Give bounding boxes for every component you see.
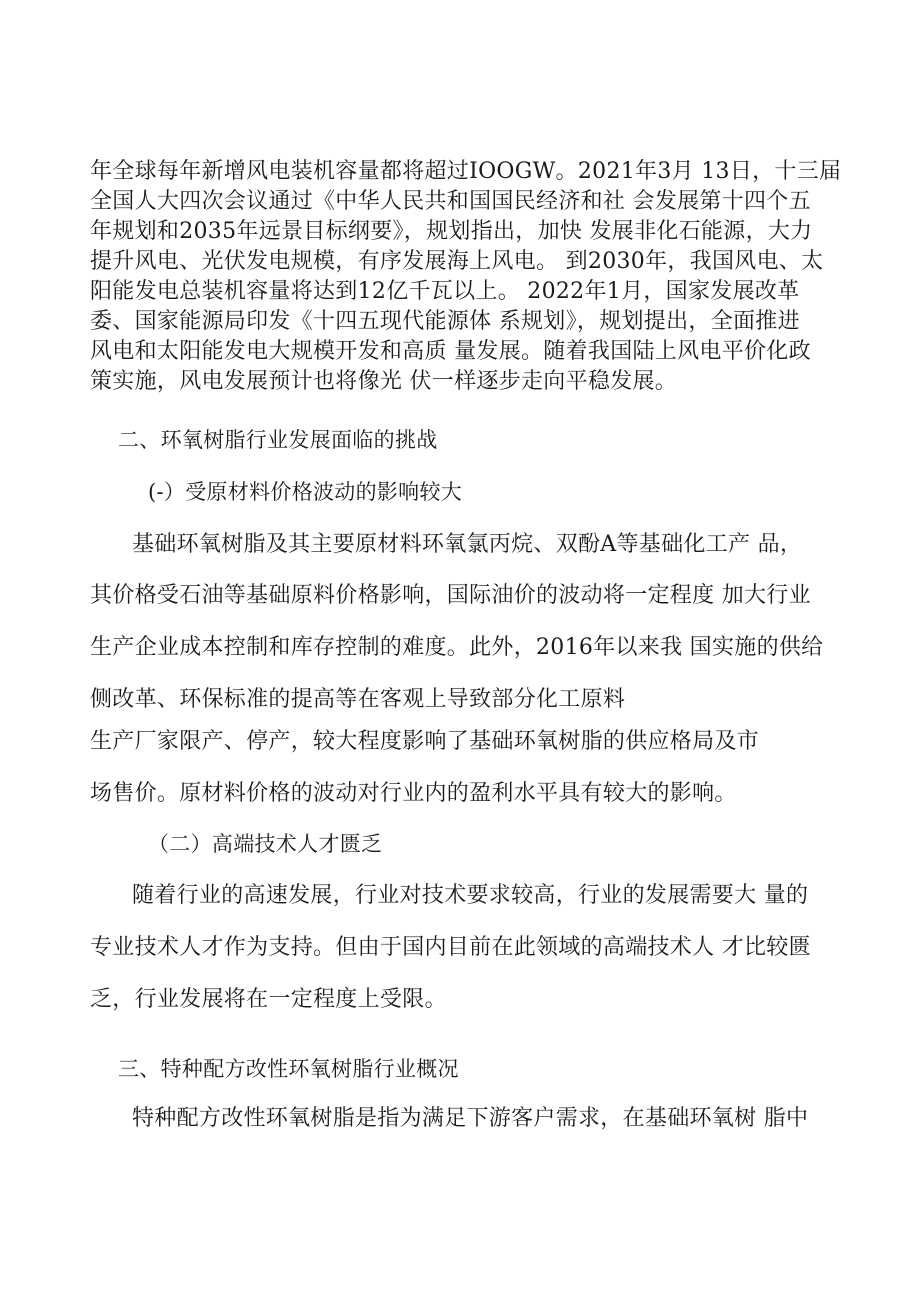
subsection-heading: (-）受原材料价格波动的影响较大: [148, 480, 463, 504]
text-line: 专业技术人才作为支持。但由于国内目前在此领域的高端技术人 才比较匮: [90, 935, 811, 960]
text-line: 生产厂家限产、停产，较大程度影响了基础环氧树脂的供应格局及市: [90, 729, 760, 754]
text-line: 风电和太阳能发电大规模开发和高质 量发展。随着我国陆上风电平价化政: [90, 339, 811, 364]
text-line: 场售价。原材料价格的波动对行业内的盈利水平具有较大的影响。: [90, 781, 737, 806]
text-line: 随着行业的高速发展，行业对技术要求较高，行业的发展需要大 量的: [132, 883, 809, 908]
section-heading: 二、环氧树脂行业发展面临的挑战: [118, 428, 438, 452]
subsection-heading: （二）高端技术人才匮乏: [148, 832, 383, 856]
text-line: 乏，行业发展将在一定程度上受限。: [90, 987, 447, 1012]
text-line: 年规划和2035年远景目标纲要》，规划指出，加快 发展非化石能源，大力: [90, 219, 813, 244]
text-line: 委、国家能源局印发《十四五现代能源体 系规划》，规划提出，全面推进: [90, 309, 800, 334]
text-line: 年全球每年新增风电装机容量都将超过IOOGW。2021年3月 13日，十三届: [90, 159, 842, 184]
text-line: 阳能发电总装机容量将达到12亿千瓦以上。 2022年1月，国家发展改革: [90, 279, 800, 304]
text-line: 提升风电、光伏发电规模，有序发展海上风电。 到2030年，我国风电、太: [90, 249, 824, 274]
section-heading: 三、特种配方改性环氧树脂行业概况: [118, 1057, 459, 1081]
text-line: 全国人大四次会议通过《中华人民共和国国民经济和社 会发展第十四个五: [90, 189, 811, 214]
text-line: 基础环氧树脂及其主要原材料环氧氯丙烷、双酚A等基础化工产 品，: [132, 532, 803, 557]
text-line: 其价格受石油等基础原料价格影响，国际油价的波动将一定程度 加大行业: [90, 583, 811, 608]
text-line: 侧改革、环保标准的提高等在客观上导致部分化工原料: [90, 687, 626, 712]
text-line: 生产企业成本控制和库存控制的难度。此外，2016年以来我 国实施的供给: [90, 635, 824, 660]
text-line: 特种配方改性环氧树脂是指为满足下游客户需求，在基础环氧树 脂中: [132, 1106, 809, 1131]
text-line: 策实施，风电发展预计也将像光 伏一样逐步走向平稳发展。: [90, 369, 678, 394]
